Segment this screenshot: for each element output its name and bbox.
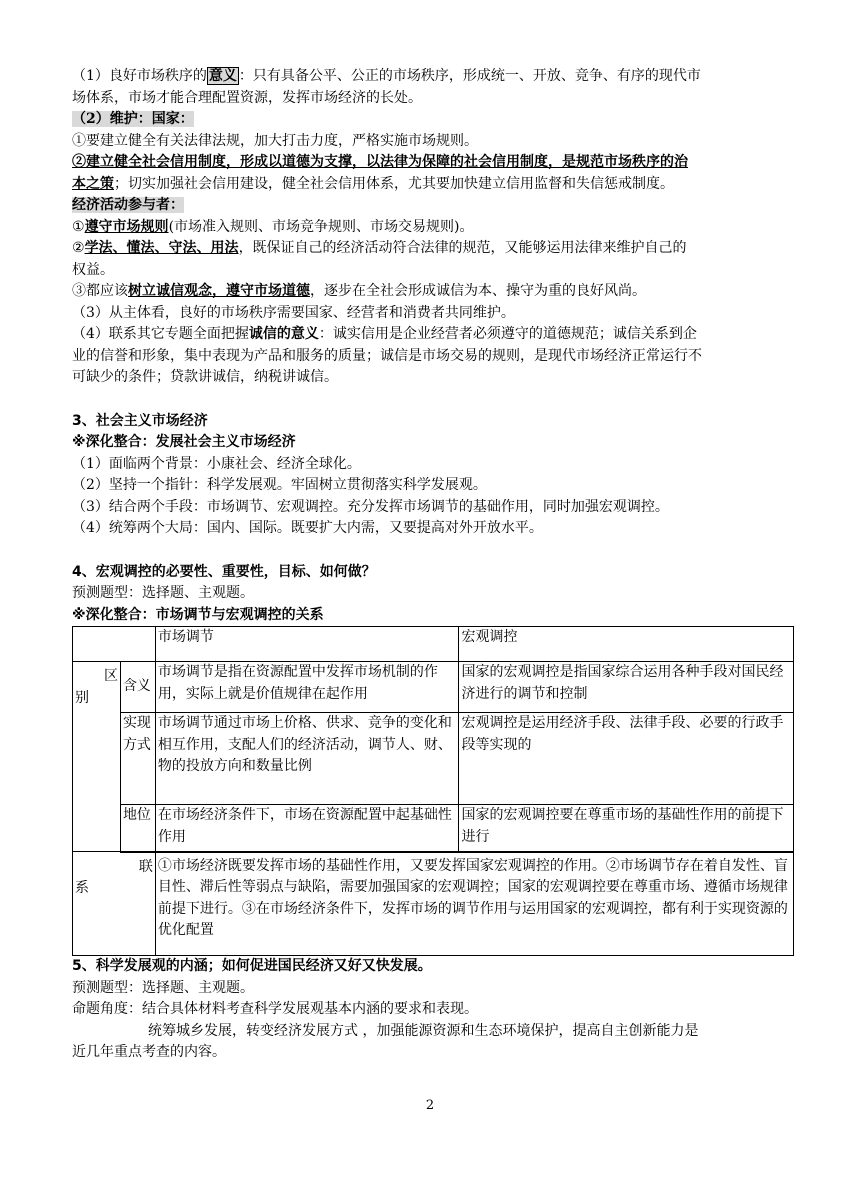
link-text: ①市场经济既要发挥市场的基础性作用，又要发挥国家宏观调控的作用。②市场调节存在着自发性、盲目性、滞后性等弱点与缺陷，需要加强国家的宏观调控；国家的宏观调控要在尊重市场、遵循市场规律前提下进行。③在市场经济条件下，发挥市场的调节作用与运用国家的宏观调控，都有利于实现资源的优化配置 xyxy=(155,852,793,956)
para-line: 近几年重点考查的内容。 xyxy=(72,1044,226,1060)
row-label: 地位 xyxy=(120,805,155,852)
term-meaning: 意义 xyxy=(208,68,237,84)
section-sub-3: ※深化整合：发展社会主义市场经济 xyxy=(72,434,296,450)
document-body: （1）良好市场秩序的 意义 ：只有具备公平、公正的市场秩序，形成统一、开放、竞争、有序的现代市 场体系，市场才能合理配置资源，发挥市场经济的长处。 （2）维护：国家： ①要建立健全有关法律法规，加大打击力度，严格实施市场规则。 ②建立健全社会信用制度，形成以道德为支撑，以法律为保障的社会信用制度，是规范市场秩序的治 本之策；切实加强社会信用建设，健全社会信用体系，尤其要加快建立信用监督和失信惩戒制度。 经济活动参与者： ①遵守市场规则(市场准入规则、市场竞争规则、市场交易规则)。 ②学法、懂法、守法、用法，既保证自己的经济活动符合法律的规范，又能够运用法律来维护自己的 权益。 ③都应该树立诚信观念，遵守市场道德，逐步在全社会形成诚信为本、操守为重的良好风尚。 （3）从主体看，良好的市场秩序需要国家、经营者和消费者共同维护。 （4）联系其它专题全面把握诚信的意义：诚实信用是企业经营者必须遵守的道德规范；诚信关系到企 业的信誉和形象，集中表现为产品和服务的质量；诚信是市场交易的规则，是现代市场经济正常运行不 可缺少的条件；贷款讲诚信，纳税讲诚信。 3、社会主义市场经济 ※深化整合：发展社会主义市场经济 （1）面临两个背景：小康社会、经济全球化。 （2）坚持一个指针：科学发展观。牢固树立贯彻落实科学发展观。 （3）结合两个手段：市场调节、宏观调控。充分发挥市场调节的基础作用，同时加强宏观调控。 （4）统筹两个大局：国内、国际。既要扩大内需，又要提高对外开放水平。 4、宏观调控的必要性、重要性，目标、如何做？ 预测题型：选择题、主观题。 ※深化整合：市场调节与宏观调控的关系 市场调节 宏观调控 区 别 含义 市场调节是指在资源配置中发挥市场机制的作用，实际上就是价值规律在起作用 国家的宏观调控是指国家综合运用各种手段对国民经济进行的调节和控制 实现方式 市场调节通过市场上价格、供求、竞争的变化和相互作用，支配人们的经济活动，调节人、财、物的投放方向和数量比例 宏观调控是运用经济手段、法律手段、必要的行政手段等实现的 地位 在市场经济条件下，市场在资源配置中起基础性作用 国家的宏观调控要在尊重市场的基础性作用的前提下进行 联 系 ①市场经济既要发挥市场的基础性作用，又要发挥国家宏观调控的作用。②市场调节存在着自发性、盲目性、滞后性等弱点与缺陷，需要加强国家的宏观调控；国家的宏观调控要在尊重市场、遵循市场规律前提下进行。③在市场经济条件下，发挥市场的调节作用与运用国家的宏观调控，都有利于实现资源的优化配置 5、科学发展观的内涵；如何促进国民经济又好又快发展。 预测题型：选择题、主观题。 命题角度：结合具体材料考查科学发展观基本内涵的要求和表现。 统筹城乡发展，转变经济发展方式 ，加强能源资源和生态环境保护，提高自主创新能力是 近几年重点考查的内容。 xyxy=(72,66,794,1064)
table-row xyxy=(73,662,794,713)
link-label: 联 系 xyxy=(73,852,156,956)
label-maintain: （2）维护：国家： xyxy=(72,111,194,127)
para-line: 可缺少的条件；贷款讲诚信，纳税讲诚信。 xyxy=(72,369,338,385)
table-row xyxy=(73,713,794,805)
bold-integrity-meaning: 诚信的意义 xyxy=(248,326,319,342)
table-cell: 在市场经济条件下，市场在资源配置中起基础性作用 xyxy=(155,805,459,852)
para-line: 场体系，市场才能合理配置资源，发挥市场经济的长处。 xyxy=(72,89,422,106)
list-item: （4）统筹两个大局：国内、国际。既要扩大内需，又要提高对外开放水平。 xyxy=(72,520,543,536)
table-cell: 市场调节是指在资源配置中发挥市场机制的作用，实际上就是价值规律在起作用 xyxy=(155,662,459,713)
bold-integrity: 树立诚信观念，遵守市场道德 xyxy=(128,283,310,299)
para-line: 统筹城乡发展，转变经济发展方式 ，加强能源资源和生态环境保护，提高自主创新能力是 xyxy=(148,1022,699,1039)
list-item: （3）结合两个手段：市场调节、宏观调控。充分发挥市场调节的基础作用，同时加强宏观调控。 xyxy=(72,498,669,515)
bold-learn-law: 学法、懂法、守法、用法 xyxy=(84,240,239,256)
para-line: （3）从主体看，良好的市场秩序需要国家、经营者和消费者共同维护。 xyxy=(72,304,515,321)
section-title-5: 5、科学发展观的内涵；如何促进国民经济又好又快发展。 xyxy=(72,958,432,974)
row-label: 实现方式 xyxy=(120,713,155,805)
para-line: ①要建立健全有关法律法规，加大打击力度，严格实施市场规则。 xyxy=(72,132,478,149)
angle-line: 命题角度：结合具体材料考查科学发展观基本内涵的要求和表现。 xyxy=(72,1001,478,1017)
table-cell: 宏观调控是运用经济手段、法律手段、必要的行政手段等实现的 xyxy=(459,713,794,805)
comparison-table xyxy=(72,626,794,956)
row-label: 含义 xyxy=(120,662,155,713)
predict-line: 预测题型：选择题、主观题。 xyxy=(72,979,254,996)
section-sub-4: ※深化整合：市场调节与宏观调控的关系 xyxy=(72,606,324,623)
table-header-row xyxy=(73,627,794,662)
section-title-3: 3、社会主义市场经济 xyxy=(72,412,208,429)
table-cell: 市场调节通过市场上价格、供求、竞争的变化和相互作用，支配人们的经济活动，调节人、财、物的投放方向和数量比例 xyxy=(155,713,459,805)
para-line: 权益。 xyxy=(72,261,114,278)
table-cell: 国家的宏观调控是指国家综合运用各种手段对国民经济进行的调节和控制 xyxy=(459,662,794,713)
diff-label: 区 别 xyxy=(73,662,121,852)
table-cell: 国家的宏观调控要在尊重市场的基础性作用的前提下进行 xyxy=(459,805,794,852)
header-macro: 宏观调控 xyxy=(459,627,794,662)
table-row xyxy=(73,805,794,852)
table-row-link xyxy=(73,852,794,956)
label-participants: 经济活动参与者： xyxy=(72,197,184,213)
section-title-4: 4、宏观调控的必要性、重要性，目标、如何做？ xyxy=(72,563,376,580)
list-item: （1）面临两个背景：小康社会、经济全球化。 xyxy=(72,455,361,472)
predict-line: 预测题型：选择题、主观题。 xyxy=(72,585,254,601)
para-market-order-meaning: （1）良好市场秩序的 意义 ：只有具备公平、公正的市场秩序，形成统一、开放、竞争、有序的现代市 xyxy=(72,68,701,84)
list-item: （2）坚持一个指针：科学发展观。牢固树立贯彻落实科学发展观。 xyxy=(72,477,487,493)
bold-follow-rules: 遵守市场规则 xyxy=(84,218,169,235)
header-market: 市场调节 xyxy=(155,627,459,662)
para-line: 业的信誉和形象，集中表现为产品和服务的质量；诚信是市场交易的规则，是现代市场经济正常运行不 xyxy=(72,347,702,364)
page-number: 2 xyxy=(425,1098,435,1113)
bold-credit-system: ②建立健全社会信用制度，形成以道德为支撑，以法律为保障的社会信用制度，是规范市场秩序的治 xyxy=(72,154,688,170)
